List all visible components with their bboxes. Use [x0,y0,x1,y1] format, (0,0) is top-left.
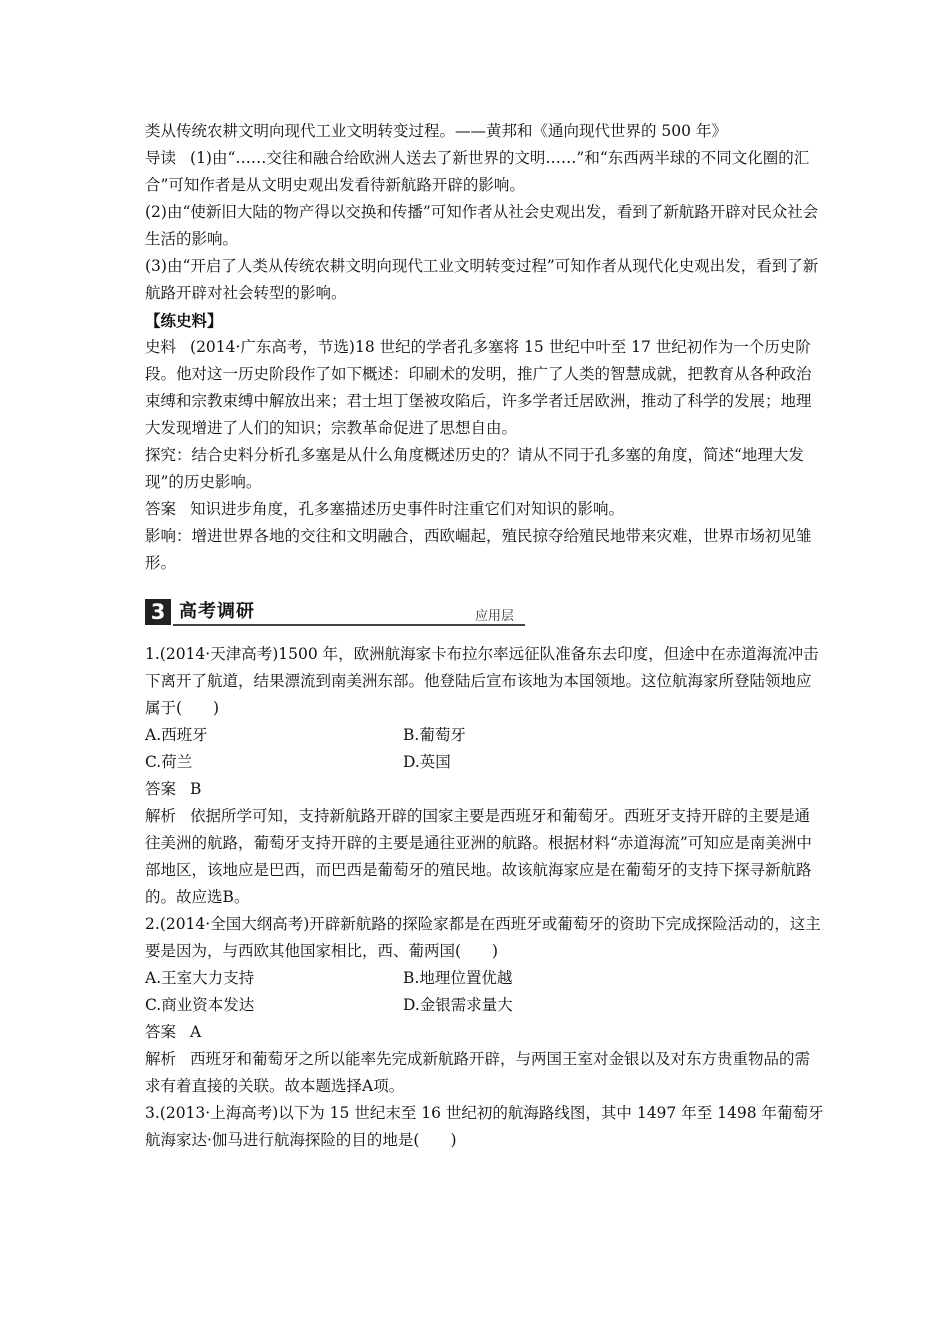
guide-paragraph-1 [145,145,825,199]
question-stem: 2.(2014·全国大纲高考)开辟新航路的探险家都是在西班牙或葡萄牙的资助下完成探险活动的，这主要是因为，与西欧其他国家相比，西、葡两国( ) [145,915,821,960]
analysis-text: 依据所学可知，支持新航路开辟的国家主要是西班牙和葡萄牙。西班牙支持开辟的主要是通往美洲的航路，葡萄牙支持开辟的主要是通往亚洲的航路。根据材料“赤道海流”可知应是南美洲中部地区，该地应是巴西，而巴西是葡萄牙的殖民地。故该航海家应是在葡萄牙的支持下探寻新航路的。故应选B。 [145,807,812,906]
option-b: B.葡萄牙 [403,726,466,744]
option-c: C.荷兰 [145,753,193,771]
guide-text-1: (1)由“……交往和融合给欧洲人送去了新世界的文明……”和“东西两半球的不同文化圈的汇合”可知作者是从文明史观出发看待新航路开辟的影响。 [145,149,810,194]
impact-paragraph: 影响：增进世界各地的交往和文明融合，西欧崛起，殖民掠夺给殖民地带来灾难，世界市场初见雏形。 [145,527,812,572]
analysis-label: 解析 [145,807,177,825]
source-text: (2014·广东高考，节选)18 世纪的学者孔多塞将 15 世纪中叶至 17 世纪初作为一个历史阶段。他对这一历史阶段作了如下概述：印刷术的发明，推广了人类的智慧成就，把教育从各种政治束缚和宗教束缚中解放出来；君士坦丁堡被攻陷后，许多学者迁居欧洲，推动了科学的发展；地理大发现增进了人们的知识；宗教革命促进了思想自由。 [145,338,812,437]
question-3-stem: 3.(2013·上海高考)以下为 15 世纪末至 16 世纪初的航海路线图，其中 1497 年至 1498 年葡萄牙航海家达·伽马进行航海探险的目的地是( ) [145,1104,824,1149]
answer-label: 答案 [145,1023,177,1041]
analysis-label: 解析 [145,1050,177,1068]
source-paragraph [145,334,825,442]
practice-answer [145,496,825,523]
question-2 [145,911,825,1100]
explore-question: 探究：结合史料分析孔多塞是从什么角度概述历史的？请从不同于孔多塞的角度，简述“地理大发现”的历史影响。 [145,446,804,491]
section-subtitle: 应用层 [475,609,515,624]
option-d: D.金银需求量大 [403,996,513,1014]
option-a: A.王室大力支持 [145,969,255,987]
question-analysis [145,1046,825,1100]
question-1 [145,641,825,911]
question-stem: 1.(2014·天津高考)1500 年，欧洲航海家卡布拉尔率远征队准备东去印度，但途中在赤道海流冲击下离开了航道，结果漂流到南美洲东部。他登陆后宣布该地为本国领地。这位航海家所登陆领地应属于( ) [145,645,819,717]
intro-line: 类从传统农耕文明向现代工业文明转变过程。——黄邦和《通向现代世界的 500 年》 [145,122,727,140]
question-analysis [145,803,825,911]
question-answer [145,1019,825,1046]
option-b: B.地理位置优越 [403,969,513,987]
section-number-badge: 3 [145,599,171,625]
source-label: 史料 [145,338,177,356]
answer-value: B [190,780,202,798]
option-a: A.西班牙 [145,726,208,744]
option-row [145,965,825,992]
question-answer [145,776,825,803]
guide-label: 导读 [145,149,177,167]
guide-paragraph-3: (3)由“开启了人类从传统农耕文明向现代工业文明转变过程”可知作者从现代化史观出发，看到了新航路开辟对社会转型的影响。 [145,257,819,302]
option-row [145,992,825,1019]
section-underline [173,624,525,626]
option-c: C.商业资本发达 [145,996,255,1014]
section-header [145,597,825,627]
answer-label: 答案 [145,500,177,518]
section-title: 高考调研 [179,601,255,622]
document-page [145,118,825,1154]
analysis-text: 西班牙和葡萄牙之所以能率先完成新航路开辟，与两国王室对金银以及对东方贵重物品的需求有着直接的关联。故本题选择A项。 [145,1050,811,1095]
practice-heading: 【练史料】 [145,311,223,330]
option-d: D.英国 [403,753,451,771]
option-row [145,722,825,749]
option-row [145,749,825,776]
answer-label: 答案 [145,780,177,798]
answer-text: 知识进步角度，孔多塞描述历史事件时注重它们对知识的影响。 [190,500,625,518]
guide-paragraph-2: (2)由“使新旧大陆的物产得以交换和传播”可知作者从社会史观出发，看到了新航路开辟对民众社会生活的影响。 [145,203,819,248]
answer-value: A [190,1023,202,1041]
